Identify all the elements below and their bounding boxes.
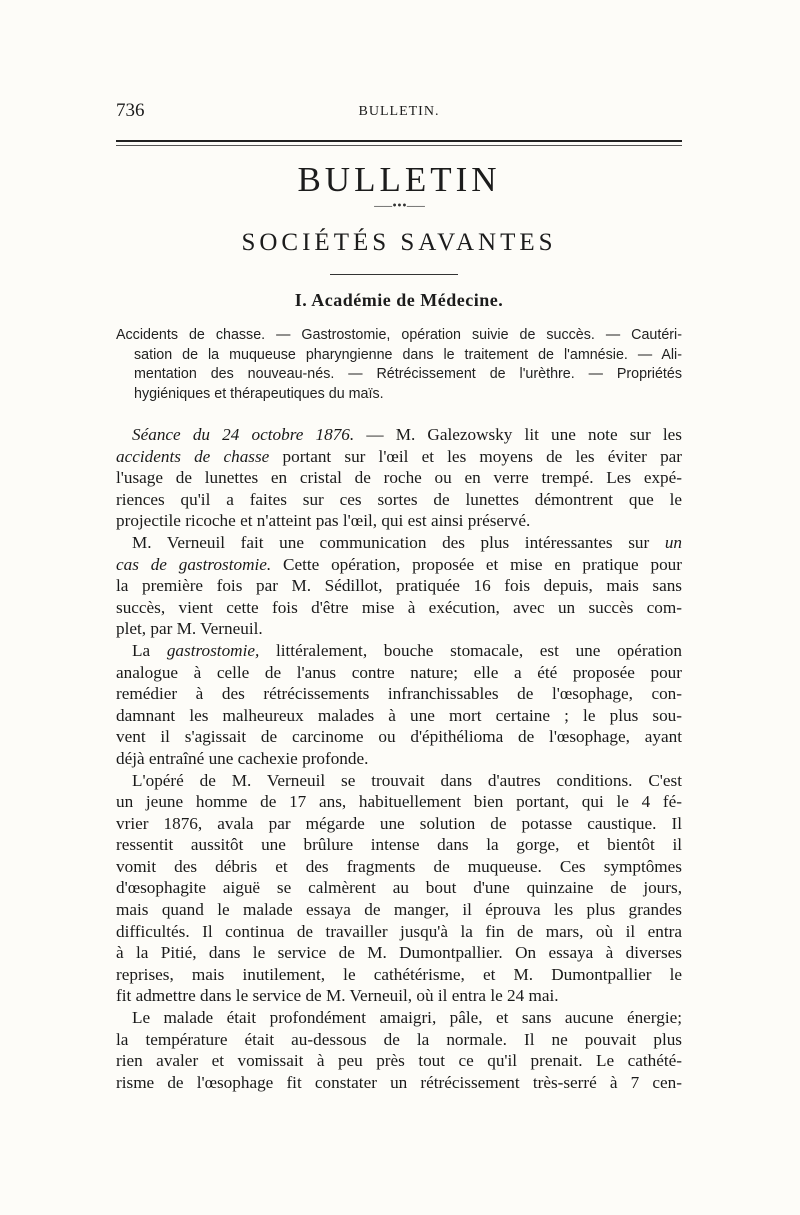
paragraph-line: L'opéré de M. Verneuil se trouvait dans d'autres conditions. C'est xyxy=(132,770,682,790)
short-divider xyxy=(330,274,458,275)
paragraph-line: la température était au-dessous de la normale. Il ne pouvait plus xyxy=(116,1029,682,1049)
paragraph-line: un jeune homme de 17 ans, habituellement bien portant, qui le 4 fé- xyxy=(116,792,682,812)
paragraph-line: mais quand le malade essaya de manger, il éprouva les plus grandes xyxy=(116,900,682,920)
paragraph-line: cas de gastrostomie. Cette opération, proposée et mise en pratique pour xyxy=(116,554,682,574)
paragraph-line: ressentit aussitôt une brûlure intense dans la gorge, et bientôt il xyxy=(116,835,682,855)
paragraph-line: Séance du 24 octobre 1876. — M. Galezowsky lit une note sur les xyxy=(132,425,682,444)
paragraph-line: déjà entraîné une cachexie profonde. xyxy=(116,748,369,768)
paragraph-line: l'usage de lunettes en cristal de roche ou en verre trempé. Les expé- xyxy=(116,468,682,488)
page-number: 736 xyxy=(116,100,145,121)
paragraph-line: remédier à des rétrécissements infranchissables de l'œsophage, con- xyxy=(116,684,682,704)
paragraph-line: reprises, mais inutilement, le cathétérisme, et M. Dumontpallier le xyxy=(116,964,682,984)
bulletin-title: BULLETIN xyxy=(297,160,501,199)
paragraph-line: d'œsophagite aiguë se calmèrent au bout d'une quinzaine de jours, xyxy=(116,878,682,898)
paragraph-line: La gastrostomie, littéralement, bouche stomacale, est une opération xyxy=(132,640,682,660)
header-rule-thin xyxy=(116,145,682,146)
section-summary xyxy=(116,326,682,404)
paragraph-line: damnant les malheureux malades à une mort certaine ; le plus sou- xyxy=(116,705,682,725)
societies-title: SOCIÉTÉS SAVANTES xyxy=(241,229,557,256)
header-rule xyxy=(116,140,682,142)
paragraph-line: plet, par M. Verneuil. xyxy=(116,619,263,639)
summary-line: Accidents de chasse. — Gastrostomie, opération suivie de succès. — Cautéri- xyxy=(116,327,682,343)
paragraph-line: vrier 1876, avala par mégarde une solution de potasse caustique. Il xyxy=(116,813,682,833)
paragraph-line: M. Verneuil fait une communication des plus intéressantes sur un xyxy=(132,532,682,552)
ornament-divider: ——•••—— xyxy=(373,201,425,212)
paragraph-line: fit admettre dans le service de M. Verneuil, où il entra le 24 mai. xyxy=(116,986,559,1006)
summary-line: hygiéniques et thérapeutiques du maïs. xyxy=(134,385,384,402)
paragraph-line: succès, vient cette fois d'être mise à exécution, avec un succès com- xyxy=(116,597,682,617)
paragraph-line: riences qu'il a faites sur ces sortes de lunettes démontrent que le xyxy=(116,489,682,509)
paragraph-line: analogue à celle de l'anus contre nature; elle a été proposée pour xyxy=(116,662,682,682)
running-title: BULLETIN. xyxy=(358,104,440,119)
section-heading: I. Académie de Médecine. xyxy=(294,290,504,310)
session-date: Séance du 24 octobre 1876. xyxy=(132,425,355,444)
paragraph-line: risme de l'œsophage fit constater un rétrécissement très-serré à 7 cen- xyxy=(116,1072,682,1092)
summary-line: sation de la muqueuse pharyngienne dans le traitement de l'amnésie. — Ali- xyxy=(134,346,682,363)
summary-line: mentation des nouveau-nés. — Rétrécissement de l'urèthre. — Propriétés xyxy=(134,366,682,382)
paragraph-line: rien avaler et vomissait à peu près tout ce qu'il prenait. Le cathété- xyxy=(116,1051,682,1071)
running-head xyxy=(116,100,682,124)
paragraph-line: à la Pitié, dans le service de M. Dumontpallier. On essaya à diverses xyxy=(116,943,682,963)
paragraph-line: Le malade était profondément amaigri, pâle, et sans aucune énergie; xyxy=(132,1008,682,1028)
paragraph-line: vent il s'agissait de carcinome ou d'épithélioma de l'œsophage, ayant xyxy=(116,727,682,747)
paragraph-line: difficultés. Il continua de travailler jusqu'à la fin de mars, où il entra xyxy=(116,921,682,941)
paragraph-line: accidents de chasse portant sur l'œil et les moyens de les éviter par xyxy=(116,446,683,466)
article-body xyxy=(116,424,682,1093)
paragraph-line: la première fois par M. Sédillot, pratiquée 16 fois depuis, mais sans xyxy=(116,576,682,596)
paragraph-line: projectile ricoche et n'atteint pas l'œil, qui est ainsi préservé. xyxy=(116,511,531,531)
paragraph-line: vomit des débris et des fragments de muqueuse. Ces symptômes xyxy=(116,856,682,876)
